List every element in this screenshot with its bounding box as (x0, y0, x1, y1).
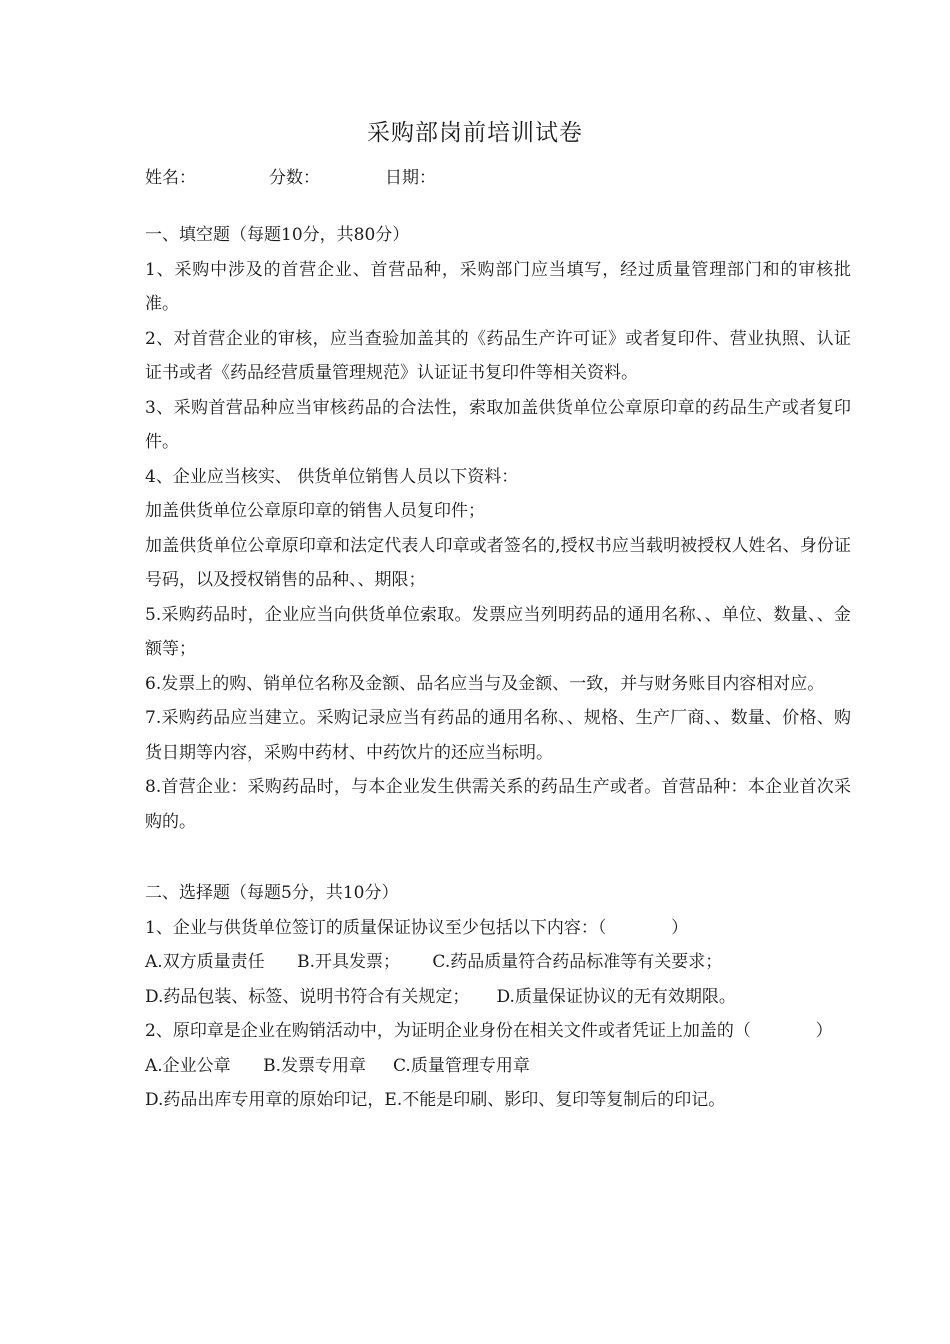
date-label: 日期： (385, 168, 436, 188)
question-6: 6.发票上的购、销单位名称及金额、品名应当与及金额、一致，并与财务账目内容相对应。 (145, 673, 825, 694)
section-heading-choice: 二、选择题（每题5分，共10分） (145, 883, 399, 903)
choice-question-2-options-line-1: A.企业公章 B.发票专用章 C.质量管理专用章 (145, 1055, 530, 1076)
question-4-item-a: 加盖供货单位公章原印章的销售人员复印件； (145, 501, 485, 521)
exam-title: 采购部岗前培训试卷 (367, 120, 583, 146)
score-label: 分数： (269, 168, 320, 188)
name-label: 姓名： (145, 168, 196, 188)
question-4: 4、企业应当核实、 供货单位销售人员以下资料： (145, 466, 519, 487)
question-2: 2、对首营企业的审核，应当查验加盖其的《药品生产许可证》或者复印件、营业执照、认证证书或者《药品经营质量管理规范》认证证书复印件等相关资料。 (145, 328, 851, 383)
question-4-item-b: 加盖供货单位公章原印章和法定代表人印章或者签名的,授权书应当载明被授权人姓名、身份证号码，以及授权销售的品种、、期限； (145, 535, 851, 590)
choice-question-2: 2、原印章是企业在购销活动中，为证明企业身份在相关文件或者凭证上加盖的（ ） (145, 1021, 833, 1041)
question-7: 7.采购药品应当建立。采购记录应当有药品的通用名称、、规格、生产厂商、、数量、价格、购货日期等内容，采购中药材、中药饮片的还应当标明。 (145, 708, 851, 763)
question-1: 1、采购中涉及的首营企业、首营品种，采购部门应当填写，经过质量管理部门和的审核批准。 (145, 259, 851, 314)
choice-question-1: 1、企业与供货单位签订的质量保证协议至少包括以下内容：（ ） (145, 917, 689, 938)
choice-question-2-options-line-2: D.药品出库专用章的原始印记，E.不能是印刷、影印、复印等复制后的印记。 (145, 1090, 726, 1110)
student-info-row (145, 163, 436, 188)
question-5: 5.采购药品时，企业应当向供货单位索取。发票应当列明药品的通用名称、、单位、数量、、金额等； (145, 604, 851, 659)
choice-question-1-options-line-2: D.药品包装、标签、说明书符合有关规定； D.质量保证协议的无有效期限。 (145, 986, 736, 1007)
choice-question-1-options-line-1: A.双方质量责任 B.开具发票； C.药品质量符合药品标准等有关要求； (145, 952, 723, 972)
exam-body (145, 218, 851, 1118)
section-heading-fill-blank: 一、填空题（每题10分，共80分） (145, 225, 410, 245)
section-spacer (145, 839, 851, 876)
question-8: 8.首营企业：采购药品时，与本企业发生供需关系的药品生产或者。首营品种：本企业首次采购的。 (145, 777, 851, 832)
question-3: 3、采购首营品种应当审核药品的合法性，索取加盖供货单位公章原印章的药品生产或者复印件。 (145, 397, 851, 452)
